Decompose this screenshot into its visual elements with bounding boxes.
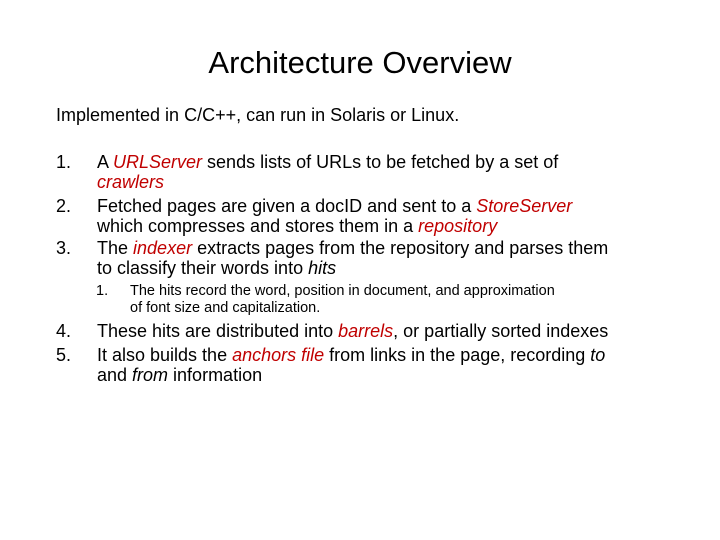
italic-term: hits (308, 258, 337, 278)
text-run: , or partially sorted indexes (393, 321, 609, 341)
text-line (97, 321, 697, 341)
highlight-term: anchors file (232, 345, 325, 365)
list-number: 5. (56, 345, 72, 365)
text-run: These hits are distributed into (97, 321, 339, 341)
text-line (97, 238, 697, 258)
text-run: to classify their words into (97, 258, 309, 278)
list-number: 3. (56, 238, 72, 258)
intro-text: Implemented in C/C++, can run in Solaris or Linux. (56, 105, 460, 125)
text-line (97, 172, 697, 192)
highlight-term: crawlers (97, 172, 165, 192)
text-line (97, 258, 697, 278)
sub-list-item-text (130, 283, 690, 317)
text-run: extracts pages from the repository and parses them (192, 238, 609, 258)
text-run: A (97, 152, 114, 172)
italic-term: from (132, 365, 169, 385)
list-number: 2. (56, 196, 72, 216)
italic-term: to (590, 345, 606, 365)
list-item-text (97, 238, 697, 278)
text-run: It also builds the (97, 345, 233, 365)
slide-title: Architecture Overview (208, 45, 512, 80)
text-run: Fetched pages are given a docID and sent to a (97, 196, 477, 216)
highlight-term: repository (418, 216, 498, 236)
list-number: 4. (56, 321, 72, 341)
list-item-text (97, 345, 697, 385)
list-item-text (97, 196, 697, 236)
text-run: The (97, 238, 134, 258)
list-item-text (97, 152, 697, 192)
text-line (97, 152, 697, 172)
text-run: information (168, 365, 263, 385)
text-line: The hits record the word, position in document, and approximation (130, 283, 555, 299)
highlight-term: URLServer (113, 152, 203, 172)
highlight-term: StoreServer (476, 196, 573, 216)
highlight-term: indexer (133, 238, 193, 258)
text-run: and (97, 365, 133, 385)
text-run: sends lists of URLs to be fetched by a set of (202, 152, 559, 172)
text-run: from links in the page, recording (324, 345, 591, 365)
text-line: of font size and capitalization. (130, 300, 321, 316)
text-line (97, 216, 697, 236)
text-run: which compresses and stores them in a (97, 216, 419, 236)
text-line (97, 365, 697, 385)
text-line (97, 196, 697, 216)
list-number: 1. (56, 152, 72, 172)
text-line (97, 345, 697, 365)
list-item-text (97, 321, 697, 341)
highlight-term: barrels (338, 321, 394, 341)
sub-list-number: 1. (96, 283, 109, 299)
